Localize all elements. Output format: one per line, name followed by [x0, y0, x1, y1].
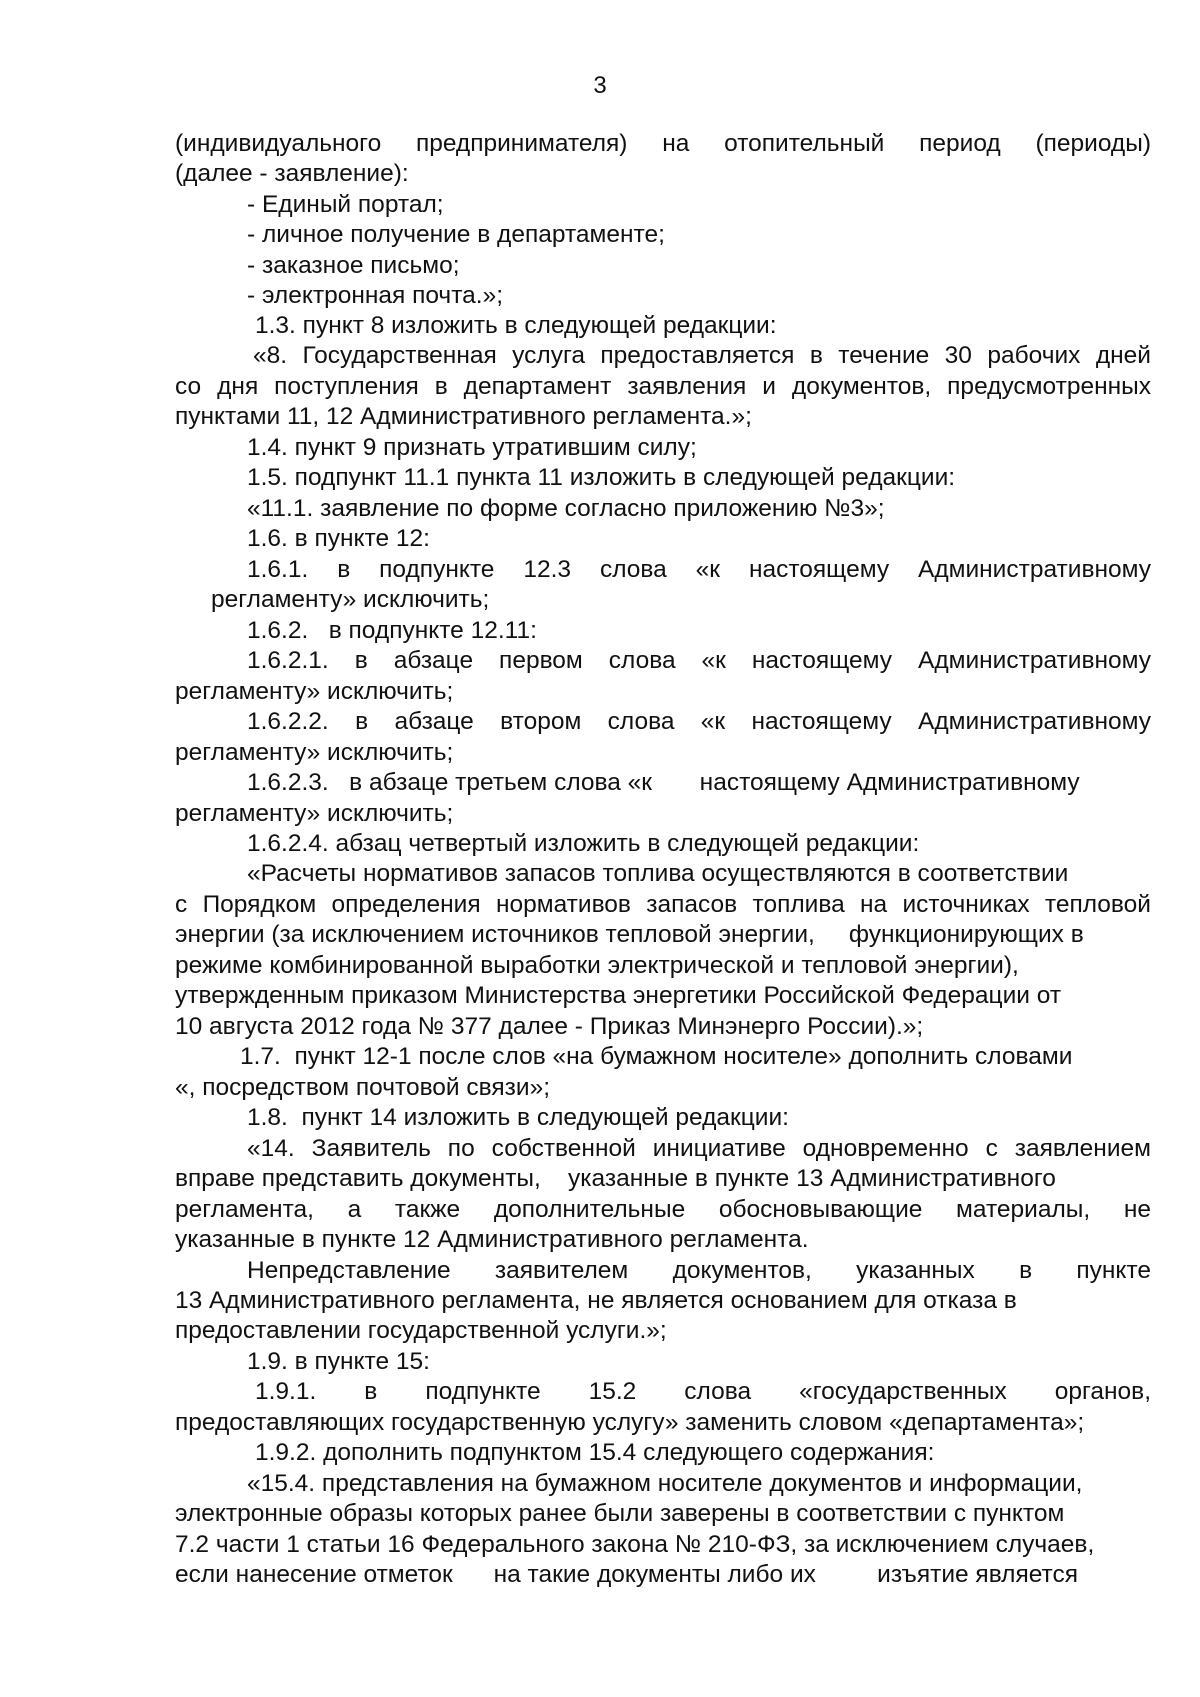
clause-heading: 1.6.2.2. в абзаце втором слова «к настоящему Административному [247, 708, 1151, 735]
list-item: - заказное письмо; [247, 252, 460, 279]
text-line: с Порядком определения нормативов запасов топлива на источниках тепловой [175, 891, 1151, 918]
text-line: 10 августа 2012 года № 377 далее - Приказ Минэнерго России).»; [175, 1013, 924, 1040]
clause-heading: 1.6.2.1. в абзаце первом слова «к настоящему Административному [247, 647, 1151, 674]
text-line: регламента, а также дополнительные обосновывающие материалы, не [175, 1196, 1151, 1223]
text-line: «8. Государственная услуга предоставляется в течение 30 рабочих дней [253, 342, 1151, 369]
text-line: утвержденным приказом Министерства энергетики Российской Федерации от [175, 982, 1062, 1009]
text-line: режиме комбинированной выработки электрической и тепловой энергии), [175, 952, 1019, 979]
text-line: 13 Административного регламента, не является основанием для отказа в [175, 1287, 1017, 1314]
text-line: регламенту» исключить; [175, 739, 454, 766]
text-line: «, посредством почтовой связи»; [175, 1074, 551, 1101]
text-line: регламенту» исключить; [175, 678, 454, 705]
text-line: регламенту» исключить; [211, 586, 490, 613]
clause-heading: 1.3. пункт 8 изложить в следующей редакции: [255, 312, 777, 339]
clause-heading: 1.6. в пункте 12: [247, 525, 430, 552]
clause-heading: 1.6.2.3. в абзаце третьем слова «к настоящему Административному [247, 769, 1080, 796]
text-line: «Расчеты нормативов запасов топлива осуществляются в соответствии [247, 860, 1069, 887]
text-line: «14. Заявитель по собственной инициативе одновременно с заявлением [247, 1135, 1151, 1162]
clause-heading: 1.6.2.4. абзац четвертый изложить в следующей редакции: [247, 830, 920, 857]
text-line: предоставляющих государственную услугу» заменить словом «департамента»; [175, 1409, 1085, 1436]
text-line: предоставлении государственной услуги.»; [175, 1317, 667, 1344]
clause-heading: 1.5. подпункт 11.1 пункта 11 изложить в следующей редакции: [247, 464, 956, 491]
text-line: электронные образы которых ранее были заверены в соответствии с пунктом [175, 1500, 1065, 1527]
text-line: со дня поступления в департамент заявления и документов, предусмотренных [175, 373, 1151, 400]
clause-heading: 1.6.1. в подпункте 12.3 слова «к настоящему Административному [247, 556, 1151, 583]
clause-heading: 1.4. пункт 9 признать утратившим силу; [247, 434, 697, 461]
list-item: - личное получение в департаменте; [247, 221, 665, 248]
clause-heading: 1.9. в пункте 15: [247, 1348, 430, 1375]
clause-heading: 1.9.1. в подпункте 15.2 слова «государственных органов, [255, 1378, 1151, 1405]
clause-heading: 1.9.2. дополнить подпунктом 15.4 следующего содержания: [255, 1439, 935, 1466]
list-item: - Единый портал; [247, 191, 444, 218]
clause-heading: 1.6.2. в подпункте 12.11: [247, 617, 537, 644]
clause-heading: 1.8. пункт 14 изложить в следующей редакции: [247, 1104, 789, 1131]
text-line: (далее - заявление): [175, 160, 409, 187]
list-item: - электронная почта.»; [247, 282, 504, 309]
text-line: (индивидуального предпринимателя) на отопительный период (периоды) [175, 130, 1151, 157]
text-line: если нанесение отметок на такие документы либо их изъятие является [175, 1561, 1078, 1588]
text-line: Непредставление заявителем документов, указанных в пункте [247, 1257, 1151, 1284]
page-number: 3 [593, 72, 607, 99]
text-line: «11.1. заявление по форме согласно приложению №3»; [247, 495, 885, 522]
text-line: вправе представить документы, указанные в пункте 13 Административного [175, 1165, 1056, 1192]
text-line: пунктами 11, 12 Административного регламента.»; [175, 403, 752, 430]
text-line: указанные в пункте 12 Административного регламента. [175, 1226, 809, 1253]
text-line: регламенту» исключить; [175, 800, 454, 827]
text-line: энергии (за исключением источников тепловой энергии, функционирующих в [175, 921, 1084, 948]
text-line: 7.2 части 1 статьи 16 Федерального закона № 210-ФЗ, за исключением случаев, [175, 1531, 1095, 1558]
text-line: «15.4. представления на бумажном носителе документов и информации, [247, 1470, 1083, 1497]
clause-heading: 1.7. пункт 12-1 после слов «на бумажном носителе» дополнить словами [240, 1043, 1073, 1070]
